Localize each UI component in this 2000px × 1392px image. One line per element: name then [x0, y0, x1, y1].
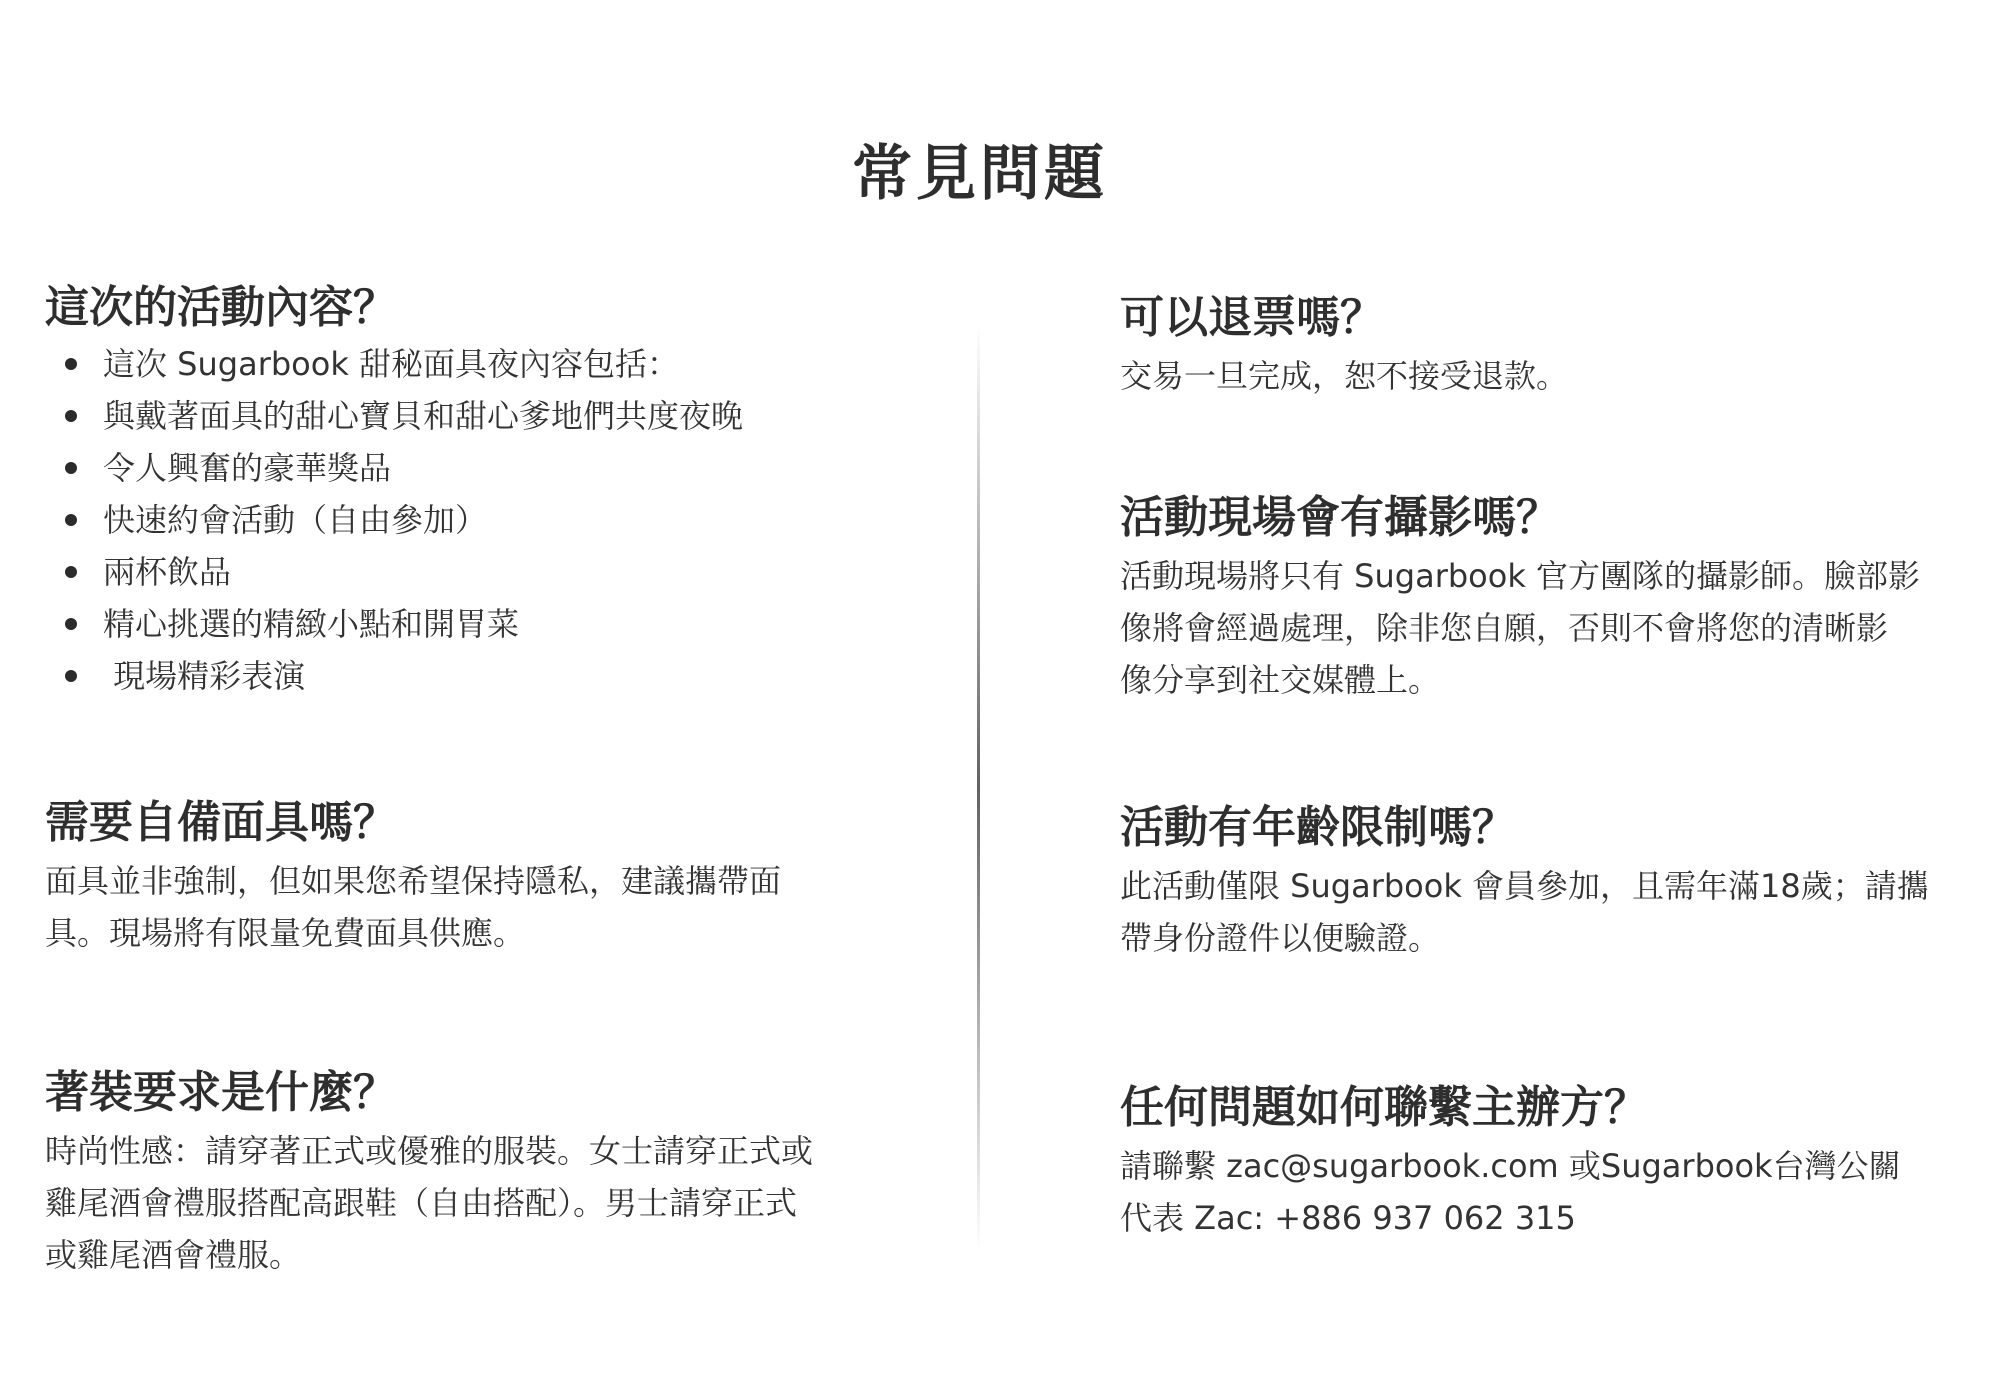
bullet-icon	[65, 462, 77, 474]
event-content-list	[45, 338, 925, 702]
list-item: 這次 Sugarbook 甜秘面具夜內容包括：	[45, 338, 925, 390]
bullet-icon	[65, 410, 77, 422]
page-title: 常見問題	[852, 139, 1108, 209]
faq-event-content	[45, 280, 925, 702]
faq-mask	[45, 795, 885, 959]
faq-answer-line: 雞尾酒會禮服搭配高跟鞋（自由搭配）。男士請穿正式	[45, 1184, 798, 1222]
faq-answer-line: 或雞尾酒會禮服。	[45, 1236, 302, 1274]
faq-refund	[1120, 290, 1950, 402]
faq-answer-line: 像分享到社交媒體上。	[1120, 661, 1441, 699]
list-item: 兩杯飲品	[45, 546, 925, 598]
faq-answer-line: 代表 Zac: +886 937 062 315	[1120, 1199, 1576, 1237]
faq-question: 任何問題如何聯繫主辦方？	[1120, 1082, 1648, 1133]
faq-question: 活動現場會有攝影嗎？	[1120, 492, 1560, 543]
column-divider	[977, 325, 980, 1250]
faq-answer-line: 帶身份證件以便驗證。	[1120, 919, 1441, 957]
bullet-icon	[65, 670, 77, 682]
faq-answer-line: 請聯繫 zac@sugarbook.com 或Sugarbook台灣公關	[1120, 1147, 1901, 1185]
faq-age-limit	[1120, 800, 1960, 964]
list-item: 令人興奮的豪華獎品	[45, 442, 925, 494]
faq-photography	[1120, 490, 1960, 706]
faq-answer-line: 時尚性感：請穿著正式或優雅的服裝。女士請穿正式或	[45, 1132, 814, 1170]
faq-answer-line: 面具並非強制，但如果您希望保持隱私，建議攜帶面	[45, 862, 782, 900]
list-item: 快速約會活動（自由參加）	[45, 494, 925, 546]
bullet-icon	[65, 358, 77, 370]
faq-answer-line: 具。現場將有限量免費面具供應。	[45, 914, 526, 952]
faq-answer-line: 活動現場將只有 Sugarbook 官方團隊的攝影師。臉部影	[1120, 557, 1921, 595]
faq-answer-line: 交易一旦完成，恕不接受退款。	[1120, 357, 1569, 395]
faq-answer-line: 像將會經過處理，除非您自願，否則不會將您的清晰影	[1120, 609, 1889, 647]
faq-question: 活動有年齡限制嗎？	[1120, 802, 1516, 853]
faq-question: 需要自備面具嗎？	[45, 797, 397, 848]
faq-answer-line: 此活動僅限 Sugarbook 會員參加，且需年滿18歲；請攜	[1120, 867, 1929, 905]
list-item: 現場精彩表演	[45, 650, 925, 702]
bullet-icon	[65, 514, 77, 526]
bullet-icon	[65, 618, 77, 630]
faq-question: 可以退票嗎？	[1120, 292, 1384, 343]
faq-contact	[1120, 1080, 1960, 1244]
list-item: 與戴著面具的甜心寶貝和甜心爹地們共度夜晚	[45, 390, 925, 442]
faq-question: 著裝要求是什麼？	[45, 1067, 397, 1118]
bullet-icon	[65, 566, 77, 578]
faq-question: 這次的活動內容？	[45, 282, 397, 333]
faq-dress-code	[45, 1065, 895, 1281]
list-item: 精心挑選的精緻小點和開胃菜	[45, 598, 925, 650]
